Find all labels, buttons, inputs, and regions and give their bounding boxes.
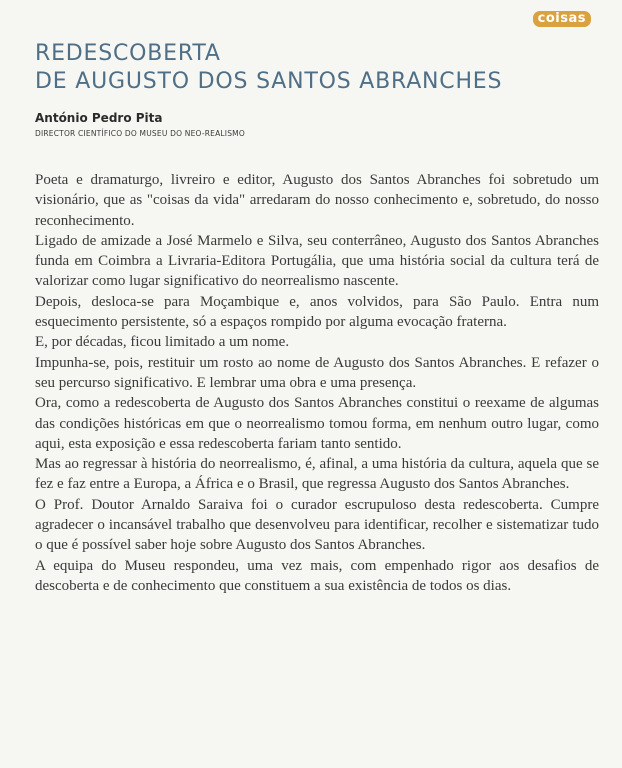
paragraph: Ora, como a redescoberta de Augusto dos Santos Abranches constitui o reexame de algumas das condições históricas em que o neorrealismo tomou forma, em nenhum outro lugar, como aqui, esta exposição e essa redescoberta fariam tanto sentido.	[35, 395, 599, 452]
paragraph: Poeta e dramaturgo, livreiro e editor, Augusto dos Santos Abranches foi sobretudo um visionário, que as "coisas da vida" arredaram do nosso conhecimento e, sobretudo, do nosso reconhecimento.	[35, 172, 599, 229]
article-body	[35, 170, 599, 596]
article-title-line-1: REDESCOBERTA	[35, 41, 221, 66]
article-title-line-2: DE AUGUSTO DOS SANTOS ABRANCHES	[35, 69, 503, 94]
paragraph: Ligado de amizade a José Marmelo e Silva, seu conterrâneo, Augusto dos Santos Abranches funda em Coimbra a Livraria-Editora Portugália, que uma história social da cultura terá de valorizar como lugar significativo do neorrealismo nascente.	[35, 232, 599, 290]
paragraph: A equipa do Museu respondeu, uma vez mais, com empenhado rigor aos desafios de descoberta e de conhecimento que constituem a sua existência de todos os dias.	[35, 557, 599, 594]
author-role: DIRECTOR CIENTÍFICO DO MUSEU DO NEO-REALISMO	[35, 129, 245, 138]
article-title	[35, 40, 502, 96]
paragraph: Mas ao regressar à história do neorrealismo, é, afinal, a uma história da cultura, aquela que se fez e faz entre a Europa, a África e o Brasil, que regressa Augusto dos Santos Abranches.	[35, 456, 599, 493]
author-name: António Pedro Pita	[35, 111, 163, 125]
paragraph: Depois, desloca-se para Moçambique e, anos volvidos, para São Paulo. Entra num esquecimento persistente, só a espaços rompido por alguma evocação fraterna.	[35, 293, 599, 331]
section-badge: coisas	[533, 11, 591, 27]
paragraph: E, por décadas, ficou limitado a um nome.	[35, 334, 290, 351]
paragraph: O Prof. Doutor Arnaldo Saraiva foi o curador escrupuloso desta redescoberta. Cumpre agradecer o incansável trabalho que desenvolveu para identificar, recolher e sistematizar tudo o que é possível saber hoje sobre Augusto dos Santos Abranches.	[35, 496, 599, 554]
paragraph: Impunha-se, pois, restituir um rosto ao nome de Augusto dos Santos Abranches. E refazer o seu percurso significativo. E lembrar uma obra e uma presença.	[35, 354, 599, 391]
